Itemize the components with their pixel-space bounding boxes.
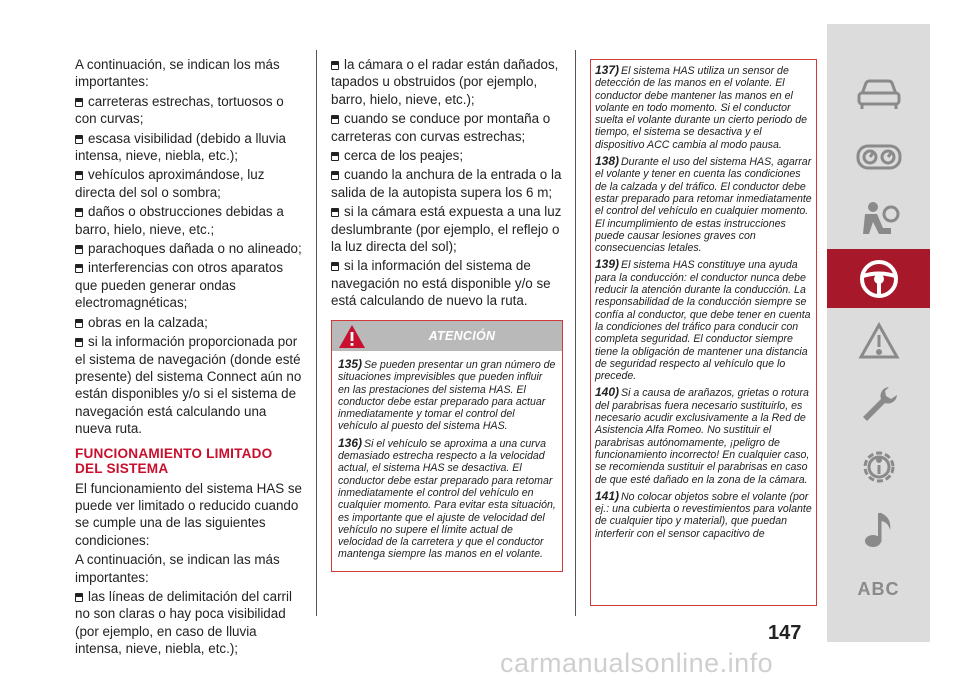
sidebar-item-emergency[interactable] <box>827 374 930 433</box>
intro-text-2: A continuación, se indican las más importantes: <box>75 552 280 585</box>
car-icon <box>856 78 902 110</box>
note-text: Si a causa de arañazos, grietas o rotura del parabrisas fuera necesario sustituirlo, es necesario acudir exclusivamente a la Red de Asistencia Alfa Romeo. No sustituir el parabrisas autónomamente, ¡peligro de funcionamiento incorrecto! En cualquier caso, se recomienda sustituir el parabrisas en caso de que esté dañado en la zona de la cámara. <box>595 387 810 486</box>
sidebar-item-car[interactable] <box>827 64 930 123</box>
list-item: las líneas de delimitación del carril no son claras o hay poca visibilidad (por ejemplo, en caso de lluvia intensa, nieve, niebla, etc.); <box>75 588 303 658</box>
text-column-1 <box>75 56 303 660</box>
watermark-text: carmanualsonline.info <box>500 648 774 678</box>
sidebar-item-safety[interactable] <box>827 190 930 249</box>
sidebar-item-specs[interactable] <box>827 437 930 496</box>
note-number: 138) <box>595 154 620 169</box>
warning-box <box>331 320 563 572</box>
column-divider <box>575 50 576 616</box>
list-item: parachoques dañada o no alineado; <box>75 240 303 257</box>
text-column-2 <box>331 56 563 312</box>
warning-header <box>332 321 562 351</box>
sidebar-item-index[interactable] <box>827 560 930 619</box>
note-text: Se pueden presentar un gran número de situaciones imprevisibles que pueden influir en las prestaciones del sistema HAS. El conductor debe estar preparado para actuar inmediatamente y tomar el control del vehículo al puesto del sistema HAS. <box>338 359 556 433</box>
list-item: escasa visibilidad (debido a lluvia intensa, nieve, niebla, etc.); <box>75 130 303 165</box>
note-number: 137) <box>595 63 620 77</box>
note-item <box>595 386 812 485</box>
section-heading: FUNCIONAMIENTO LIMITADO DEL SISTEMA <box>75 445 273 476</box>
wrench-icon <box>859 384 899 424</box>
warning-body <box>332 351 562 571</box>
dashboard-icon <box>856 142 902 172</box>
note-text: El sistema HAS utiliza un sensor de detección de las manos en el volante. El conductor debe mantener las manos en el volante en todo momento. Si el conductor suelta el volante durante un cierto periodo de tiempo, el sistema se desactiva y el dispositivo ACC cambia al modo pausa. <box>595 65 808 151</box>
section-paragraph: El funcionamiento del sistema HAS se puede ver limitado o reducido cuando se cumple una de las siguientes condiciones: <box>75 480 303 548</box>
music-note-icon <box>862 510 896 550</box>
note-item <box>595 490 812 540</box>
notes-body <box>591 60 816 548</box>
list-item: obras en la calzada; <box>75 314 303 331</box>
sidebar-item-multimedia[interactable] <box>827 500 930 559</box>
intro-text: A continuación, se indican los más importantes: <box>75 57 280 90</box>
info-gear-icon <box>858 446 900 488</box>
warning-triangle-icon <box>858 322 900 360</box>
note-number: 135) <box>338 357 363 371</box>
list-item: si la información proporcionada por el sistema de navegación (donde esté presente) del sistema Connect aún no están disponibles y/o si el sistema de navegación está calculando una nueva ruta. <box>75 334 302 437</box>
note-text: El sistema HAS constituye una ayuda para la conducción: el conductor nunca debe reducir la atención durante la conducción. La responsabilidad de la conducción siempre se confía al conductor, que debe tener en cuenta la condiciones del tráfico para conducir con completa seguridad. El conductor siempre tiene la obligación de mantener una distancia de seguridad respecto al vehículo que lo precede. <box>595 259 811 383</box>
sidebar-item-driving[interactable] <box>827 249 930 308</box>
note-item <box>338 358 556 433</box>
list-item: si la cámara está expuesta a una luz deslumbrante (por ejemplo, el reflejo o la luz directa del sol); <box>331 204 562 255</box>
list-item: cuando la anchura de la entrada o la salida de la autopista supera los 6 m; <box>331 167 562 200</box>
notes-box <box>590 59 817 606</box>
note-number: 140) <box>595 385 620 400</box>
list-item: cuando se conduce por montaña o carreteras con curvas estrechas; <box>331 110 563 145</box>
list-item: interferencias con otros aparatos que pueden generar ondas electromagnéticas; <box>75 259 303 311</box>
list-item: si la información del sistema de navegación no está disponible y/o se está calculando de nuevo la ruta. <box>331 257 563 309</box>
note-text: Si el vehículo se aproxima a una curva demasiado estrecha respecto a la velocidad actual, el sistema HAS se desactiva. El conductor debe estar preparado para retomar inmediatamente el control del vehículo en cualquier momento. Para evitar esta situación, es importante que el ajuste de velocidad del vehículo no supere el límite actual de velocidad de la carretera y que el conductor mantenga siempre las manos en el volante. <box>338 437 556 561</box>
note-item <box>595 155 812 254</box>
warning-title: ATENCIÓN <box>428 329 496 343</box>
note-item <box>595 64 812 151</box>
note-text: Durante el uso del sistema HAS, agarrar el volante y tener en cuenta las condiciones de la calzada y del tráfico. El conductor debe estar preparado para retomar inmediatamente el control del vehículo en cualquier momento. El incumplimiento de estas instrucciones puede causar lesiones graves con consecuencias letales. <box>595 156 812 255</box>
note-item <box>595 258 812 382</box>
sidebar-item-warnings[interactable] <box>827 311 930 370</box>
list-item: la cámara o el radar están dañados, tapados u obstruidos (por ejemplo, barro, hielo, nieve, etc.); <box>331 56 563 108</box>
note-number: 139) <box>595 257 620 272</box>
note-text: No colocar objetos sobre el volante (por ej.: una cubierta o revestimientos para volante de cualquier tipo y material), que puedan interferir con el sensor capacitivo de <box>595 490 812 540</box>
list-item: daños o obstrucciones debidas a barro, hielo, nieve, etc.; <box>75 203 303 238</box>
list-item: carreteras estrechas, tortuosos o con curvas; <box>75 93 303 128</box>
sidebar-item-dashboard[interactable] <box>827 127 930 186</box>
list-item: cerca de los peajes; <box>331 147 563 164</box>
column-divider <box>316 50 317 616</box>
note-number: 136) <box>338 435 363 450</box>
list-item: vehículos aproximándose, luz directa del sol o sombra; <box>75 166 303 201</box>
steering-wheel-icon <box>858 258 900 300</box>
chapter-sidebar <box>827 24 930 642</box>
note-number: 141) <box>595 488 620 503</box>
abc-index-icon: ABC <box>857 579 900 599</box>
page-number: 147 <box>768 622 802 644</box>
note-item <box>338 437 556 561</box>
seat-airbag-icon <box>857 200 901 240</box>
